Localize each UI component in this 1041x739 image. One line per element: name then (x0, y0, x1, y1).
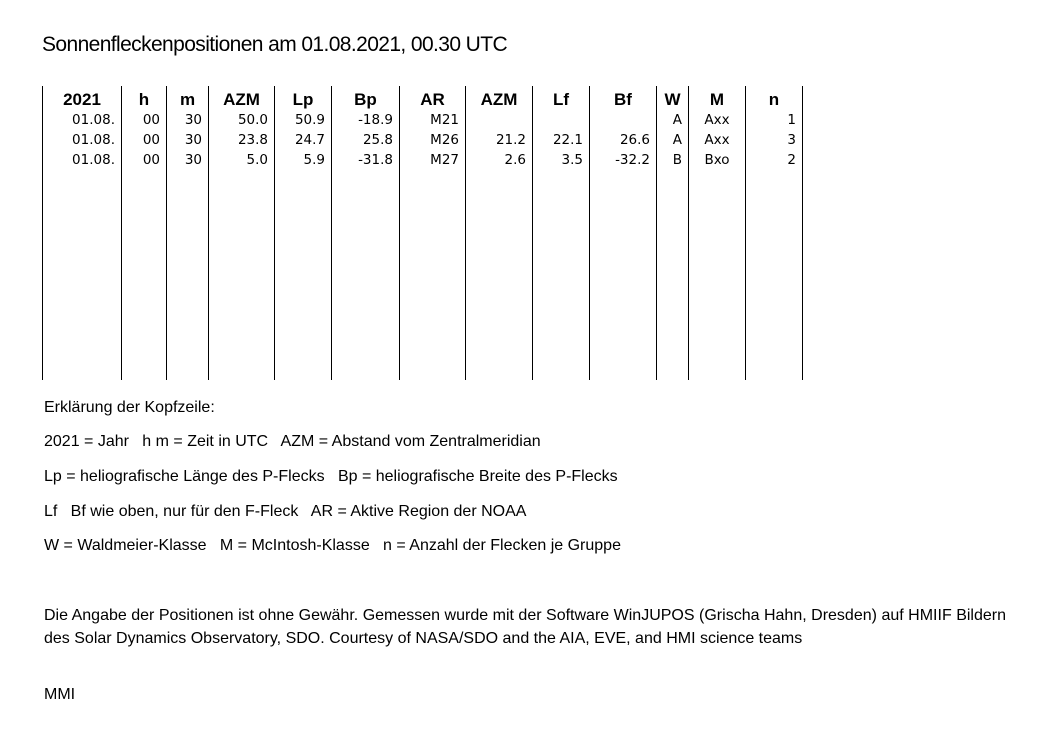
cell-ar: M21 (400, 110, 466, 130)
header-year: 2021 (43, 86, 122, 110)
cell-bf: 26.6 (590, 130, 657, 150)
explanation-line: Lp = heliografische Länge des P-Flecks Bp = heliografische Breite des P-Flecks (44, 468, 618, 485)
header-azm-p: AZM (209, 86, 275, 110)
cell-azm-f: 21.2 (466, 130, 533, 150)
cell-lf: 22.1 (533, 130, 590, 150)
cell-waldmeier: A (657, 110, 689, 130)
page-title: Sonnenfleckenpositionen am 01.08.2021, 00.30 UTC (42, 33, 508, 56)
cell-azm-p: 23.8 (209, 130, 275, 150)
cell-lp: 5.9 (275, 150, 332, 170)
cell-bf: -32.2 (590, 150, 657, 170)
header-azm-f: AZM (466, 86, 533, 110)
explanation-line: W = Waldmeier-Klasse M = McIntosh-Klasse n = Anzahl der Flecken je Gruppe (44, 537, 621, 554)
cell-bp: -18.9 (332, 110, 400, 130)
signature: MMI (44, 686, 76, 703)
header-count: n (746, 86, 803, 110)
cell-date: 01.08. (43, 150, 122, 170)
header-mcintosh: M (689, 86, 746, 110)
cell-ar: M26 (400, 130, 466, 150)
cell-lp: 24.7 (275, 130, 332, 150)
cell-hour: 00 (122, 110, 167, 130)
header-minute: m (167, 86, 209, 110)
cell-lp: 50.9 (275, 110, 332, 130)
cell-azm-p: 50.0 (209, 110, 275, 130)
sunspot-table (42, 86, 803, 380)
cell-mcintosh: Axx (689, 130, 746, 150)
cell-minute: 30 (167, 150, 209, 170)
table-empty-area (43, 170, 803, 380)
table-header-row (43, 86, 803, 110)
cell-lf (533, 110, 590, 130)
cell-hour: 00 (122, 130, 167, 150)
cell-bp: 25.8 (332, 130, 400, 150)
header-hour: h (122, 86, 167, 110)
header-lp: Lp (275, 86, 332, 110)
cell-minute: 30 (167, 110, 209, 130)
explanation-heading: Erklärung der Kopfzeile: (44, 399, 215, 416)
explanation-line: 2021 = Jahr h m = Zeit in UTC AZM = Abstand vom Zentralmeridian (44, 433, 541, 450)
table-row (43, 150, 803, 170)
cell-bp: -31.8 (332, 150, 400, 170)
cell-bf (590, 110, 657, 130)
header-ar: AR (400, 86, 466, 110)
header-waldmeier: W (657, 86, 689, 110)
cell-mcintosh: Axx (689, 110, 746, 130)
cell-waldmeier: A (657, 130, 689, 150)
cell-azm-f (466, 110, 533, 130)
cell-azm-f: 2.6 (466, 150, 533, 170)
cell-hour: 00 (122, 150, 167, 170)
cell-azm-p: 5.0 (209, 150, 275, 170)
cell-mcintosh: Bxo (689, 150, 746, 170)
cell-waldmeier: B (657, 150, 689, 170)
cell-date: 01.08. (43, 110, 122, 130)
disclaimer-text: Die Angabe der Positionen ist ohne Gewähr. Gemessen wurde mit der Software WinJUPOS (Grischa Hahn, Dresden) auf HMIIF Bildern des Solar Dynamics Observatory, SDO. Courtesy of NASA/SDO and the AIA, EVE, and HMI science teams (44, 607, 1006, 647)
header-lf: Lf (533, 86, 590, 110)
cell-count: 2 (746, 150, 803, 170)
header-bf: Bf (590, 86, 657, 110)
cell-lf: 3.5 (533, 150, 590, 170)
table-row (43, 130, 803, 150)
cell-count: 1 (746, 110, 803, 130)
cell-minute: 30 (167, 130, 209, 150)
table-row (43, 110, 803, 130)
cell-date: 01.08. (43, 130, 122, 150)
explanation-line: Lf Bf wie oben, nur für den F-Fleck AR = Aktive Region der NOAA (44, 503, 527, 520)
header-bp: Bp (332, 86, 400, 110)
cell-ar: M27 (400, 150, 466, 170)
cell-count: 3 (746, 130, 803, 150)
